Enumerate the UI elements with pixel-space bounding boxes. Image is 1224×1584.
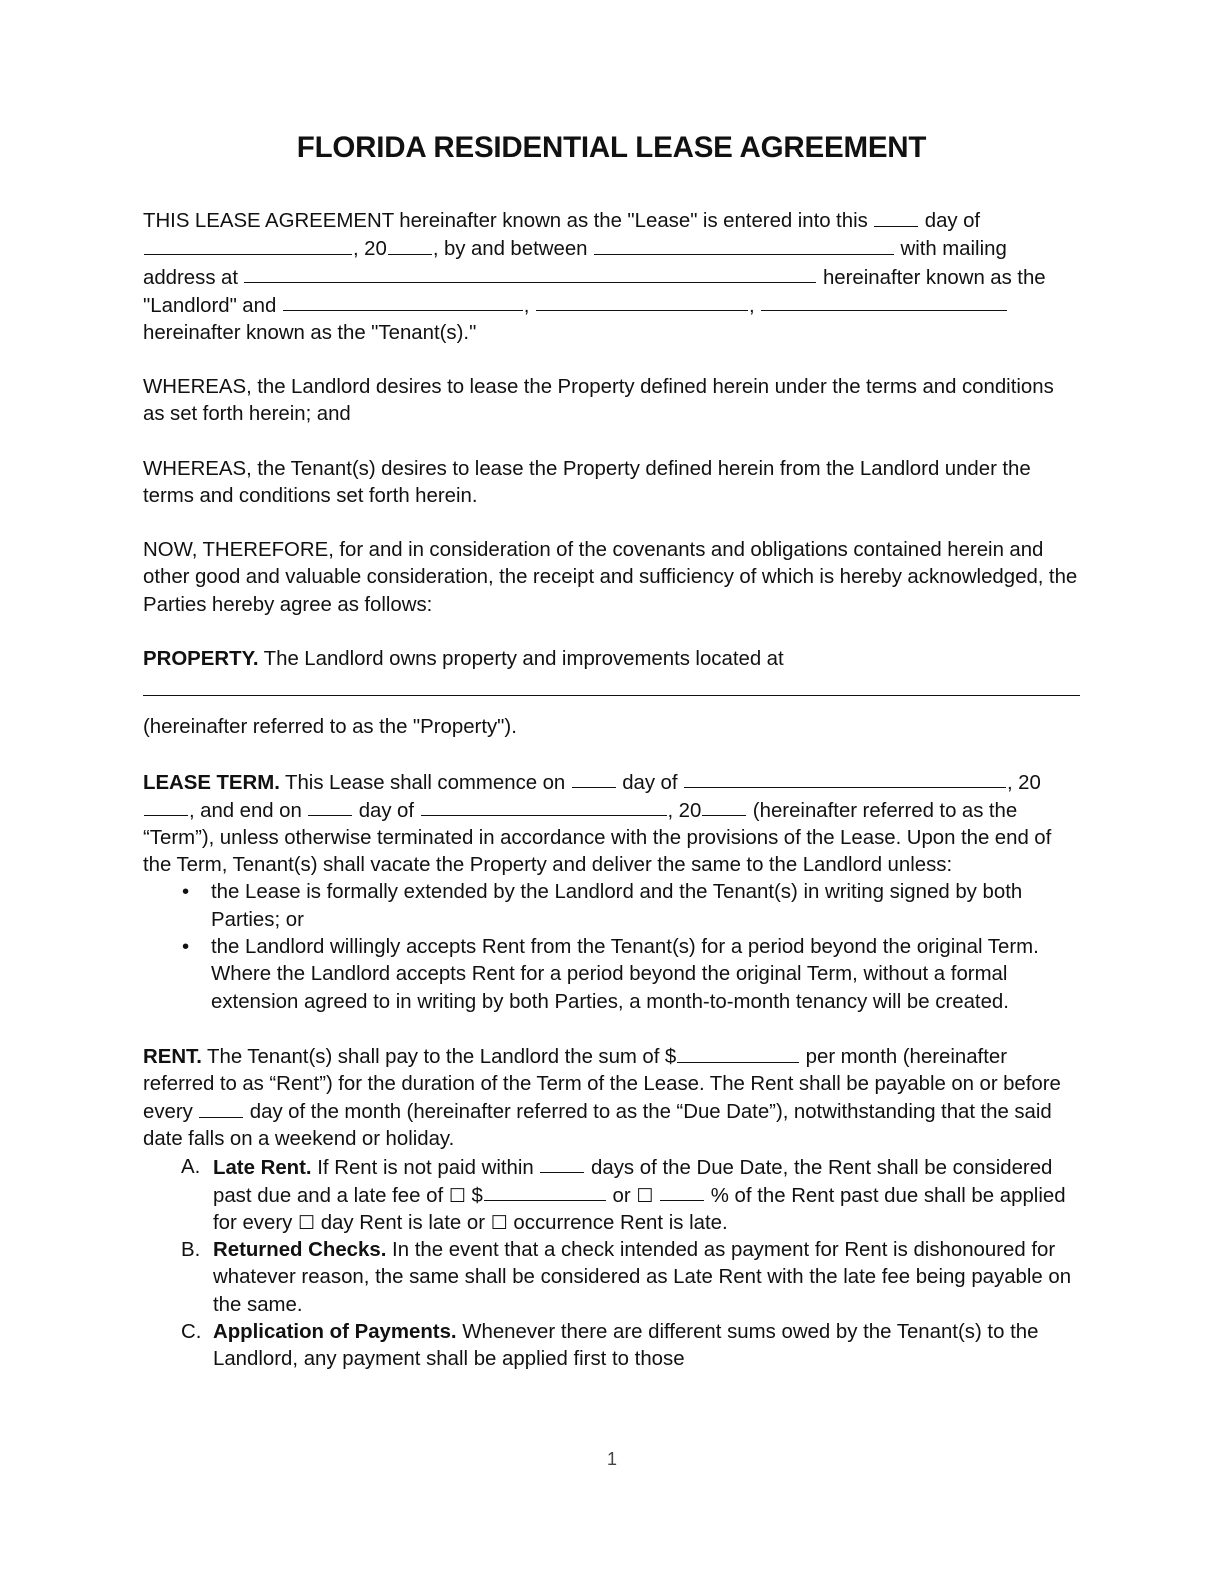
intro-text-4: , by and between [432,238,593,261]
late-rent-text-6: % of the Rent past due shall be applied for every [213,1184,1066,1234]
lease-term-bullet-1: the Lease is formally extended by the Landlord and the Tenant(s) in writing signed by both Parties; or [211,881,1023,931]
list-item [143,879,1080,934]
intro-text-1: THIS LEASE AGREEMENT hereinafter known as the "Lease" is entered into this [143,210,874,233]
list-marker-a: A. [181,1155,201,1178]
application-of-payments-heading: Application of Payments. [213,1320,457,1343]
checkbox-flat-fee[interactable]: ☐ [448,1185,466,1207]
list-item [143,1319,1080,1374]
late-rent-text-3: $ [465,1184,483,1207]
list-item [143,934,1080,1016]
late-rent-text-7: day Rent is late or [315,1211,491,1234]
checkbox-per-day[interactable]: ☐ [298,1212,316,1234]
lease-term-heading: LEASE TERM. [143,771,280,794]
lease-term-text-6: , 20 [667,799,702,822]
lease-term-text-3: , 20 [1007,771,1041,794]
list-item [143,1154,1080,1237]
blank-month[interactable] [144,235,352,255]
list-item [143,1237,1080,1319]
rent-subclause-list [143,1154,1080,1374]
lease-term-text-2: day of [616,771,684,794]
blank-tenant-3[interactable] [761,292,1007,312]
now-therefore-paragraph: NOW, THEREFORE, for and in consideration of the covenants and obligations contained herein and other good and valuable consideration, the receipt and sufficiency of which is hereby acknowledged, the Parties hereby agree as follows: [143,539,1078,616]
lease-term-text-4: , and end on [189,799,308,822]
blank-due-day[interactable] [199,1098,243,1118]
lease-term-bullet-list [143,879,1080,1015]
blank-end-year[interactable] [702,797,746,817]
blank-landlord-address[interactable] [244,264,816,284]
blank-end-day[interactable] [308,797,352,817]
late-rent-heading: Late Rent. [213,1156,312,1179]
intro-text-9: hereinafter known as the "Tenant(s)." [143,321,477,344]
intro-text-7: , [523,294,535,317]
list-marker-c: C. [181,1320,202,1343]
late-rent-text-4: or [606,1184,637,1207]
list-marker-b: B. [181,1238,201,1261]
bullet-icon: • [182,935,190,958]
intro-paragraph [143,207,1080,347]
document-body [143,130,1080,1373]
rent-paragraph [143,1043,1080,1154]
checkbox-percent-fee[interactable]: ☐ [636,1185,654,1207]
blank-commence-day[interactable] [572,769,616,789]
blank-end-month[interactable] [421,797,667,817]
intro-text-2: day of [919,210,981,233]
property-after-rule: (hereinafter referred to as the "Property"). [143,716,517,739]
lease-term-paragraph [143,769,1080,880]
section-spacer [143,1016,1080,1043]
blank-year[interactable] [388,235,432,255]
blank-day[interactable] [874,207,918,227]
late-rent-text-2: days of the Due Date, the Rent shall be considered past due and a late fee of [213,1156,1053,1207]
blank-tenant-1[interactable] [283,292,523,312]
application-of-payments-body: Whenever there are different sums owed by the Tenant(s) to the Landlord, any payment shall be applied first to those [213,1320,1039,1371]
late-rent-text-5 [653,1184,659,1206]
lease-term-bullet-2: the Landlord willingly accepts Rent from the Tenant(s) for a period beyond the original Term. Where the Landlord accepts Rent for a period beyond the original Term, without a formal extension agreed to in writing by both Parties, a month-to-month tenancy will be created. [211,935,1039,1013]
blank-rent-amount[interactable] [677,1043,799,1063]
blank-late-fee-percent[interactable] [660,1182,704,1202]
page-number: 1 [606,1449,617,1469]
blank-late-days[interactable] [540,1154,584,1174]
page-title: FLORIDA RESIDENTIAL LEASE AGREEMENT [296,131,927,164]
property-paragraph [143,646,1080,673]
blank-commence-year[interactable] [144,797,188,817]
rent-text-3: day of the month (hereinafter referred to as the “Due Date”), notwithstanding that the said date falls on a weekend or holiday. [143,1100,1052,1151]
returned-checks-heading: Returned Checks. [213,1238,387,1261]
intro-text-5: with mailing address at [143,238,1007,289]
lease-term-text-1: This Lease shall commence on [279,771,571,794]
whereas-tenant-paragraph: WHEREAS, the Tenant(s) desires to lease the Property defined herein from the Landlord under the terms and conditions set forth herein. [143,457,1031,507]
property-body: The Landlord owns property and improvements located at [258,648,784,671]
intro-text-8: , [748,294,761,317]
late-rent-text-1: If Rent is not paid within [311,1156,540,1179]
rent-text-1: The Tenant(s) shall pay to the Landlord the sum of $ [201,1045,677,1068]
lease-term-text-5: day of [353,799,420,822]
property-address-rule[interactable] [143,695,1080,696]
intro-text-6: hereinafter known as the "Landlord" and [143,266,1046,317]
rent-heading: RENT. [143,1045,202,1068]
blank-commence-month[interactable] [684,769,1006,789]
blank-tenant-2[interactable] [536,292,748,312]
checkbox-per-occurrence[interactable]: ☐ [490,1212,508,1234]
blank-landlord-name[interactable] [594,235,894,255]
intro-text-3: , 20 [353,238,387,261]
property-heading: PROPERTY. [143,648,259,671]
whereas-landlord-paragraph: WHEREAS, the Landlord desires to lease the Property defined herein under the terms and conditions as set forth herein; and [143,375,1054,426]
rent-text-2: per month (hereinafter referred to as “Rent”) for the duration of the Term of the Lease. The Rent shall be payable on or before every [143,1045,1061,1123]
lease-term-text-7: (hereinafter referred to as the “Term”), unless otherwise terminated in accordance with the provisions of the Lease. Upon the end of the Term, Tenant(s) shall vacate the Property and deliver the same to the Landlord unless: [143,799,1052,877]
bullet-icon: • [182,881,190,904]
late-rent-text-8: occurrence Rent is late. [507,1211,728,1234]
blank-late-fee-amount[interactable] [484,1182,606,1202]
returned-checks-body: In the event that a check intended as payment for Rent is dishonoured for whatever reason, the same shall be considered as Late Rent with the late fee being payable on the same. [213,1238,1072,1316]
